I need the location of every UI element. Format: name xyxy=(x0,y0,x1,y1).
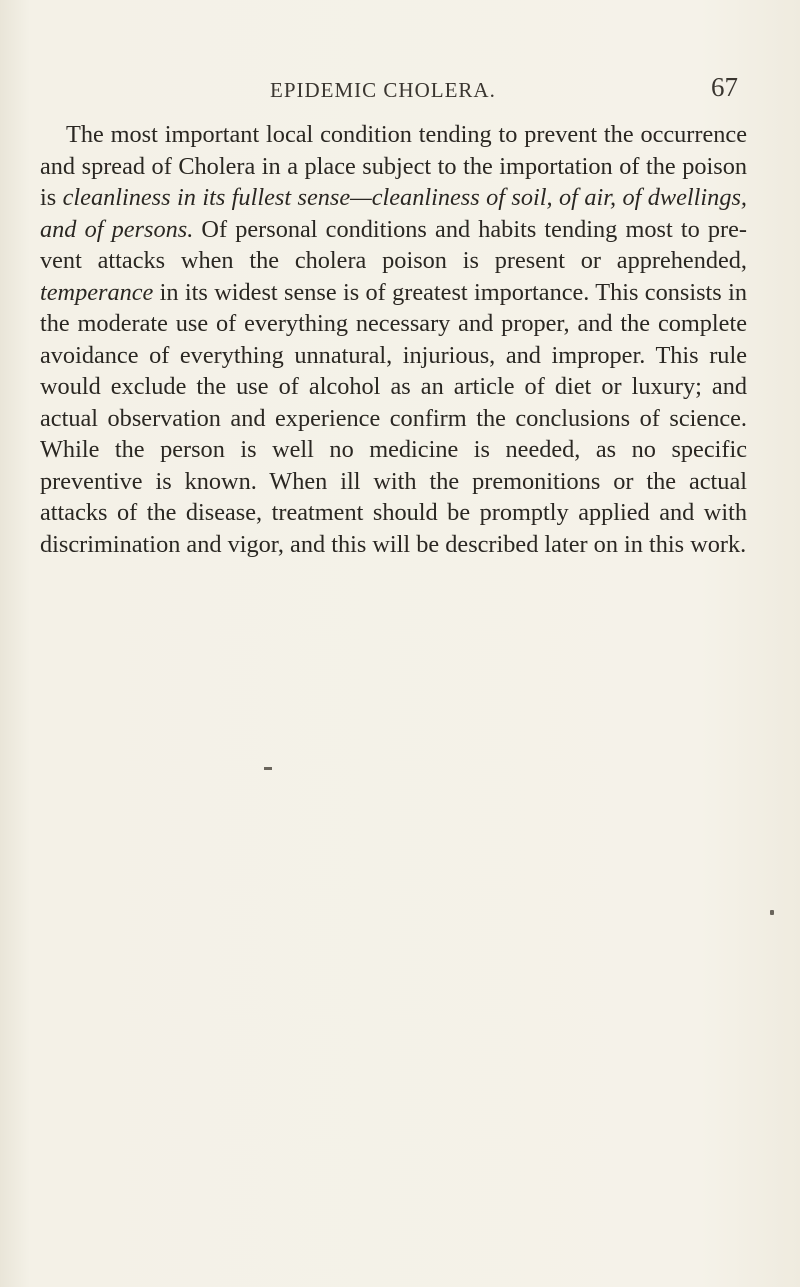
ink-speck xyxy=(264,767,272,770)
running-head xyxy=(0,70,800,104)
paragraph-text-2: Of personal conditions and habits tending most to prevent attacks when the cholera poison is present or apprehended, xyxy=(40,215,747,274)
ink-speck xyxy=(770,910,774,915)
page-number: 67 xyxy=(711,72,738,102)
italic-word-temperance: temperance xyxy=(40,278,154,306)
paragraph-text-3: in its widest sense is of greatest importance. This consists in the moderate use of everything necessary and proper, and the complete avoidance of everything unnatural, injurious, and improper. This rule would exclude the use of alcohol as an article of diet or luxury; and actual observation and experience confirm the conclusions of science. While the person is well no medicine is needed, as no specific preventive is known. When ill with the premonitions or the actual attacks of the disease, treatment should be promptly applied and with discrimination and vigor, and this will be described later on in this work. xyxy=(40,278,747,558)
running-title: EPIDEMIC CHOLERA. xyxy=(270,78,496,102)
italic-phrase-cleanliness: cleanliness in its fullest sense—cleanliness of soil, of air, of dwellings, and of persons. xyxy=(40,184,747,243)
paragraph-text-1: The most important local condition tending to prevent the occurrence and spread of Cholera in a place subject to the importation of the poison is xyxy=(40,121,747,211)
body-paragraph xyxy=(40,119,747,560)
